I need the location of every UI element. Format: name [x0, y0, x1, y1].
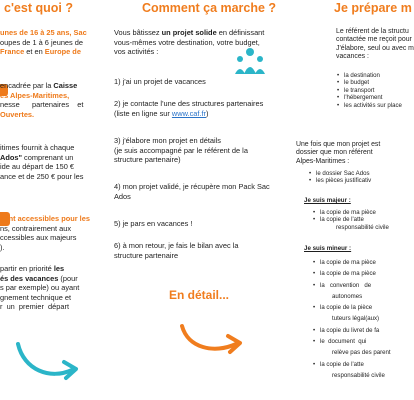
list-item: • la destination [334, 72, 402, 79]
left-para-3: itimes fournit à chaque Ados" comprenant un ide au départ de 150 € ance et de 250 € pour les [0, 143, 84, 181]
list-item: • la copie de la pièce [310, 302, 391, 313]
majeur-heading: Je suis majeur : [304, 197, 351, 204]
middle-intro: Vous bâtissez un projet solide en définissant vous-mêmes votre destination, votre budget, vos activités : [114, 28, 265, 57]
teal-arrow-icon [14, 336, 84, 386]
step-1: 1) j'ai un projet de vacances [114, 77, 206, 86]
list-item: • les activités sur place [334, 102, 402, 109]
list-item: • la copie de ma pièce [310, 257, 391, 268]
list-item: • les pièces justificativ [306, 177, 371, 184]
list-item: • le document qui [310, 336, 391, 347]
left-title: c'est quoi ? [4, 1, 73, 15]
step-4: 4) mon projet validé, je récupère mon Pack Sac Ados [114, 182, 270, 201]
mineur-heading: Je suis mineur : [304, 245, 352, 252]
right-list-2 [306, 170, 371, 185]
right-title: Je prépare m [334, 1, 412, 15]
right-column [296, 0, 414, 400]
left-para-5: partir en priorité les és des vacances (pour s par exemple) ou ayant gnement technique et r un premier départ [0, 264, 80, 312]
list-item: • la convention de [310, 280, 391, 291]
middle-title: Comment ça marche ? [142, 1, 277, 15]
step-5: 5) je pars en vacances ! [114, 219, 193, 228]
right-list-1 [334, 72, 402, 109]
right-para-1: Le référent de la structu contactée me reçoit pour J'élabore, seul ou avec m vacances : [336, 28, 414, 61]
caf-link[interactable]: www.caf.fr [171, 108, 207, 118]
list-item: • l'hébergement [334, 94, 402, 101]
list-item: • la copie de ma pièce [310, 268, 391, 279]
list-item: • la copie de ma pièce [310, 209, 389, 216]
left-para-1: unes de 16 à 25 ans, Sac oupes de 1 à 6 jeunes de France et en Europe de [0, 28, 87, 57]
step-6: 6) à mon retour, je fais le bilan avec la structure partenaire [114, 241, 239, 260]
en-detail-heading: En détail... [169, 288, 230, 302]
list-item: autonomes [332, 292, 363, 300]
list-item: relève pas des parent [332, 349, 391, 357]
right-para-2: Une fois que mon projet est dossier que mon référent Alpes-Maritimes : [296, 141, 381, 165]
list-item: tuteurs légal(aux) [332, 315, 380, 323]
list-item: • le dossier Sac Ados [306, 170, 371, 177]
right-list-4 [310, 257, 391, 381]
left-column [0, 0, 112, 400]
step-3: 3) j'élabore mon projet en détails (je suis accompagné par le référent de la structure partenaire) [114, 136, 248, 165]
list-item: responsabilité civile [332, 371, 385, 379]
list-item: • la copie du livret de fa [310, 325, 391, 336]
list-item: • le transport [334, 87, 402, 94]
left-para-2: encadrée par la Caisse es Alpes-Maritimes, nesse partenaires et Ouvertes. [0, 81, 84, 119]
list-item: responsabilité civile [336, 223, 389, 231]
step-2: 2) je contacte l'une des structures partenaires (liste en ligne sur www.caf.fr) [114, 99, 264, 118]
orange-arrow-icon [178, 320, 248, 360]
list-item: • la copie de l'atte [310, 216, 389, 223]
left-para-4: sont accessibles pour les ns, contrairement aux ccessibles aux majeurs ). [0, 214, 90, 252]
list-item: • le budget [334, 79, 402, 86]
team-icon [234, 46, 266, 76]
right-list-3 [310, 209, 389, 231]
list-item: • la copie de l'atte [310, 359, 391, 370]
middle-column [114, 0, 281, 400]
